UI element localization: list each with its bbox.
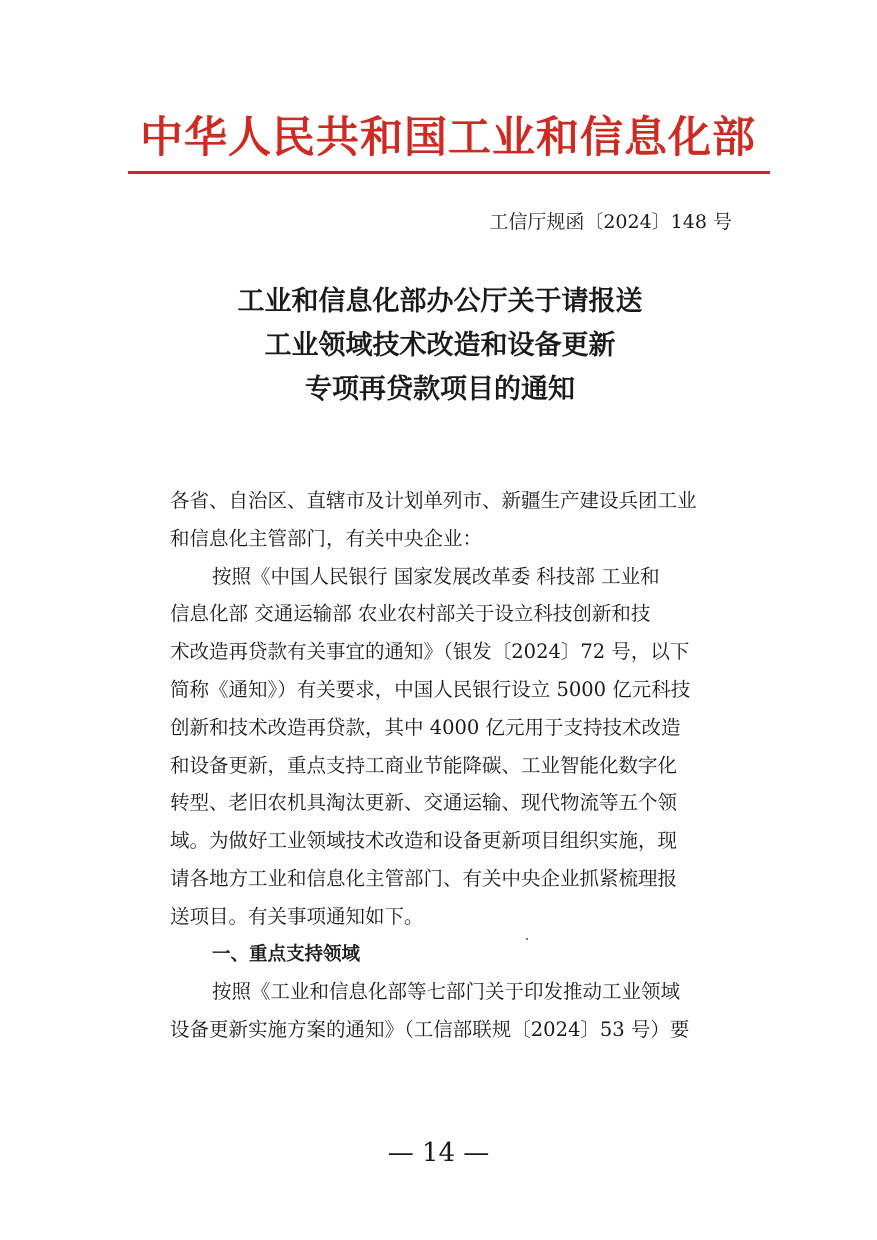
paragraph-line: 按照《工业和信息化部等七部门关于印发推动工业领域 bbox=[212, 980, 681, 1004]
paragraph-line: 设备更新实施方案的通知》（工信部联规〔2024〕53 号）要 bbox=[170, 1018, 690, 1042]
paragraph-line: 创新和技术改造再贷款，其中 4000 亿元用于支持技术改造 bbox=[170, 715, 681, 739]
paragraph-line: 按照《中国人民银行 国家发展改革委 科技部 工业和 bbox=[212, 564, 660, 588]
paragraph-line: 信息化部 交通运输部 农业农村部关于设立科技创新和技 bbox=[170, 602, 651, 626]
paragraph-line: 送项目。有关事项通知如下。 bbox=[170, 904, 424, 928]
title-line-2: 工业领域技术改造和设备更新 bbox=[264, 330, 616, 361]
paragraph-line: 请各地方工业和信息化主管部门、有关中央企业抓紧梳理报 bbox=[170, 866, 678, 890]
masthead: 中华人民共和国工业和信息化部 bbox=[140, 113, 756, 163]
paragraph-line: 转型、老旧农机具淘汰更新、交通运输、现代物流等五个领 bbox=[170, 791, 678, 815]
document-body bbox=[170, 482, 735, 1049]
paragraph-line: 简称《通知》）有关要求，中国人民银行设立 5000 亿元科技 bbox=[170, 677, 691, 701]
document-title bbox=[110, 280, 770, 412]
salutation-line-2: 和信息化主管部门，有关中央企业： bbox=[170, 526, 483, 550]
paragraph-line: 术改造再贷款有关事宜的通知》（银发〔2024〕72 号，以下 bbox=[170, 640, 690, 664]
salutation-line-1: 各省、自治区、直辖市及计划单列市、新疆生产建设兵团工业 bbox=[170, 489, 697, 512]
scan-speck bbox=[526, 938, 528, 940]
section-heading: 一、重点支持领域 bbox=[212, 943, 361, 965]
red-rule bbox=[128, 171, 770, 174]
paragraph-line: 和设备更新，重点支持工商业节能降碳、工业智能化数字化 bbox=[170, 753, 678, 777]
document-number: 工信厅规函〔2024〕148 号 bbox=[489, 211, 732, 233]
paragraph-line: 域。为做好工业领域技术改造和设备更新项目组织实施，现 bbox=[170, 829, 678, 853]
title-line-3: 专项再贷款项目的通知 bbox=[305, 374, 575, 405]
title-line-1: 工业和信息化部办公厅关于请报送 bbox=[237, 286, 643, 317]
page-number: — 14 — bbox=[387, 1138, 490, 1168]
